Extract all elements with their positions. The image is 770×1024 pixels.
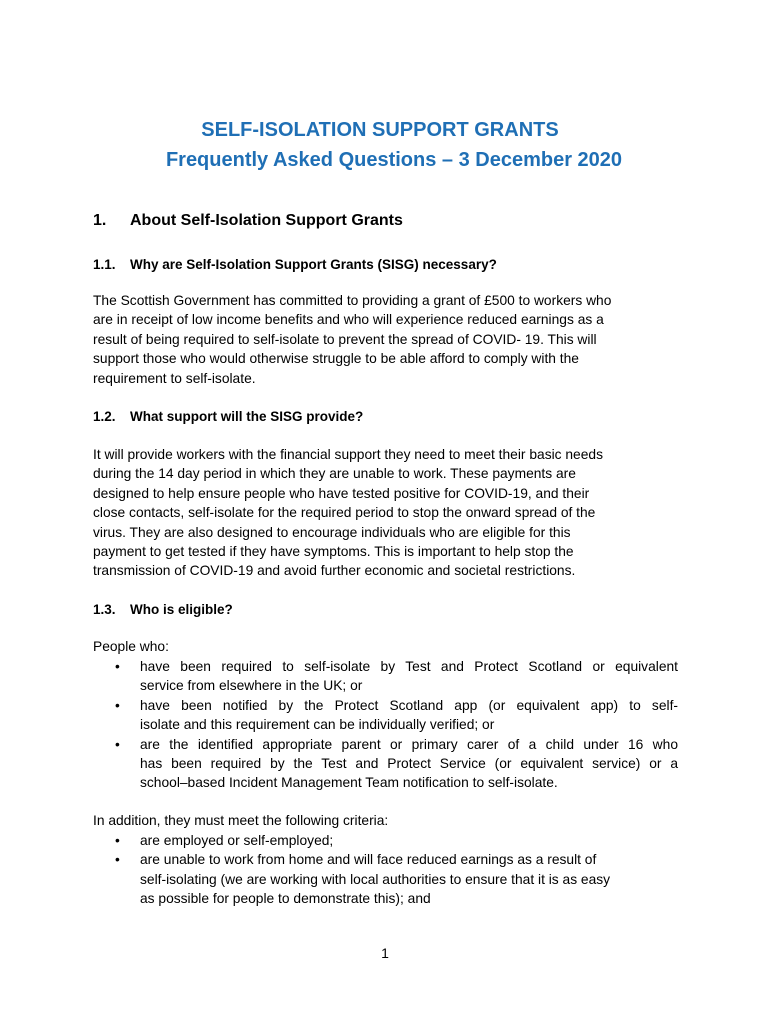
- paragraph-line: requirement to self-isolate.: [93, 370, 256, 386]
- list-item-line: service from elsewhere in the UK; or: [140, 678, 363, 694]
- document-subtitle: Frequently Asked Questions – 3 December 2020: [165, 149, 623, 171]
- question-heading: [93, 409, 363, 424]
- list-item-line: are the identified appropriate parent or primary carer of a child under 16 who: [140, 736, 678, 752]
- question-number: 1.1.: [93, 257, 116, 272]
- question-text: Why are Self-Isolation Support Grants (SISG) necessary?: [130, 257, 497, 272]
- list-item: [93, 831, 678, 850]
- criteria-list: [93, 831, 678, 909]
- list-item-line: are unable to work from home and will face reduced earnings as a result of: [140, 852, 597, 868]
- document-title: SELF-ISOLATION SUPPORT GRANTS: [201, 119, 559, 141]
- list-item-line: are employed or self-employed;: [140, 833, 334, 848]
- paragraph-line: It will provide workers with the financial support they need to meet their basic needs: [93, 447, 603, 462]
- answer-paragraph: [93, 291, 678, 388]
- list-item-line: have been required to self-isolate by Test and Protect Scotland or equivalent: [140, 659, 678, 674]
- list-item-line: have been notified by the Protect Scotland app (or equivalent app) to self-: [140, 697, 678, 713]
- paragraph-line: close contacts, self-isolate for the required period to stop the onward spread of the: [93, 505, 596, 521]
- paragraph-line: are in receipt of low income benefits and who will experience reduced earnings as a: [93, 312, 604, 328]
- bullet-icon: •: [115, 736, 120, 752]
- answer-paragraph: [93, 445, 678, 581]
- question-number: 1.3.: [93, 602, 116, 617]
- paragraph-line: transmission of COVID-19 and avoid further economic and societal restrictions.: [93, 563, 576, 579]
- paragraph-line: virus. They are also designed to encourage individuals who are eligible for this: [93, 524, 571, 540]
- criteria-intro: In addition, they must meet the following criteria:: [93, 813, 389, 828]
- page-number: 1: [381, 945, 389, 961]
- list-item: [93, 735, 678, 793]
- question-number: 1.2.: [93, 409, 116, 424]
- paragraph-line: payment to get tested if they have symptoms. This is important to help stop the: [93, 544, 574, 560]
- question-heading: [93, 602, 233, 617]
- paragraph-line: during the 14 day period in which they are unable to work. These payments are: [93, 466, 576, 482]
- list-item-line: has been required by the Test and Protect Service (or equivalent service) or a: [140, 756, 678, 772]
- list-item: [93, 850, 678, 908]
- list-intro: People who:: [93, 639, 169, 654]
- paragraph-line: support those who would otherwise struggle to be able afford to comply with the: [93, 351, 579, 367]
- bullet-icon: •: [115, 659, 120, 674]
- question-text: What support will the SISG provide?: [130, 409, 364, 424]
- paragraph-line: result of being required to self-isolate to prevent the spread of COVID- 19. This will: [93, 331, 597, 347]
- list-item: [93, 696, 678, 735]
- bullet-icon: •: [115, 697, 120, 713]
- section-number: 1.: [93, 212, 107, 229]
- list-item-line: school–based Incident Management Team notification to self-isolate.: [140, 775, 558, 791]
- list-item-line: as possible for people to demonstrate this); and: [140, 891, 431, 907]
- paragraph-line: The Scottish Government has committed to providing a grant of £500 to workers who: [93, 293, 612, 308]
- eligibility-list: [93, 657, 678, 793]
- list-item-line: isolate and this requirement can be individually verified; or: [140, 717, 495, 733]
- section-title: About Self-Isolation Support Grants: [130, 212, 403, 229]
- list-item: [93, 657, 678, 696]
- paragraph-line: designed to help ensure people who have tested positive for COVID-19, and their: [93, 485, 590, 501]
- bullet-icon: •: [115, 852, 120, 868]
- question-text: Who is eligible?: [130, 602, 233, 617]
- section-heading: [93, 212, 403, 230]
- question-heading: [93, 257, 497, 272]
- list-item-line: self-isolating (we are working with local authorities to ensure that it is as easy: [140, 871, 611, 887]
- bullet-icon: •: [115, 833, 120, 848]
